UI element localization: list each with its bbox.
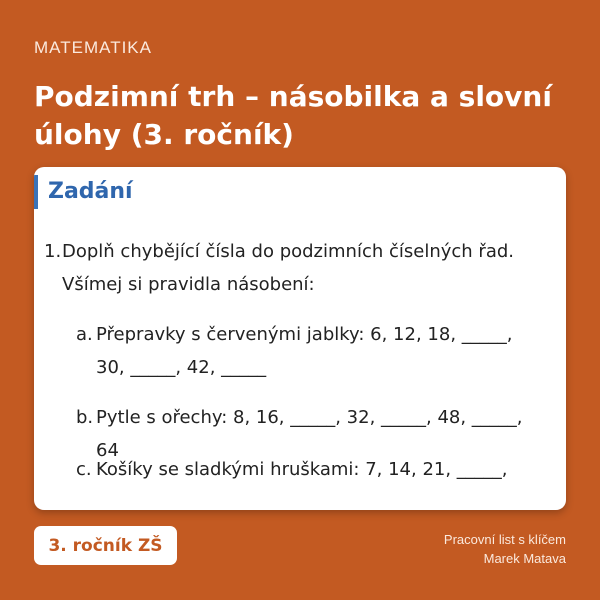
task-number: 1. bbox=[44, 241, 62, 262]
card-heading: Zadání bbox=[34, 175, 133, 209]
task-item-c bbox=[76, 453, 546, 486]
task-item-letter: c. bbox=[76, 459, 92, 480]
page-title: Podzimní trh – násobilka a slovní úlohy (3. ročník) bbox=[34, 80, 552, 151]
task-text: Doplň chybějící čísla do podzimních číselných řad. Všímej si pravidla násobení: bbox=[62, 241, 514, 295]
footer-credits bbox=[444, 530, 566, 568]
task-item-text: Pytle s ořechy: 8, 16, _____, 32, _____, 48, _____, 64 bbox=[96, 407, 523, 461]
task-1 bbox=[44, 235, 544, 301]
task-item-text: Přepravky s červenými jablky: 6, 12, 18, _____, 30, _____, 42, _____ bbox=[96, 324, 513, 378]
task-item-letter: a. bbox=[76, 324, 93, 345]
task-item-a bbox=[76, 318, 546, 384]
grade-badge: 3. ročník ZŠ bbox=[34, 526, 177, 565]
task-item-letter: b. bbox=[76, 407, 94, 428]
assignment-card bbox=[34, 167, 566, 510]
author-name: Marek Matava bbox=[483, 551, 566, 566]
worksheet-note: Pracovní list s klíčem bbox=[443, 532, 566, 547]
task-item-text: Košíky se sladkými hruškami: 7, 14, 21, _____, bbox=[96, 459, 508, 480]
subject-label: MATEMATIKA bbox=[34, 38, 152, 57]
